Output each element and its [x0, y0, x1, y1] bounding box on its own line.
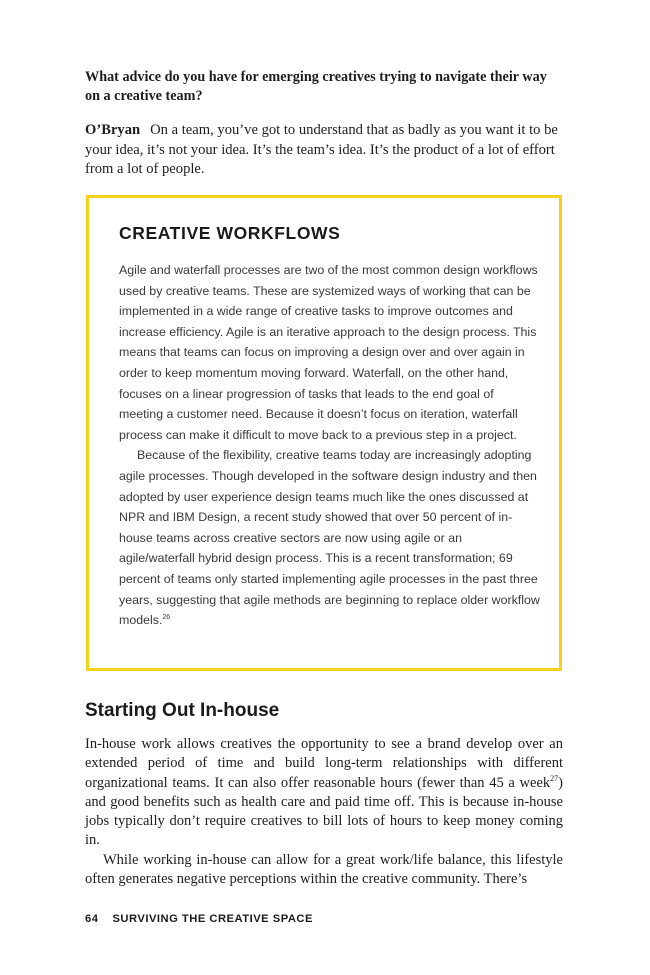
- body-paragraph: [85, 735, 563, 851]
- sidebar-paragraph: Agile and waterfall processes are two of the most common design workflows used by creative teams. These are systemized ways of working that can be implemented in a wide range of creative tasks to improve outcomes and increase efficiency. Agile is an iterative approach to the design process. This means that teams can focus on improving a design over and over again in order to keep momentum moving forward. Waterfall, on the other hand, focuses on a linear progression of tasks that leads to the end goal of meeting a customer need. Because it doesn’t focus on iteration, waterfall process can make it difficult to move back to a previous step in a project.: [119, 263, 538, 442]
- footnote-marker: 27: [550, 773, 559, 783]
- interview-question: What advice do you have for emerging creatives trying to navigate their way on a creative team?: [85, 69, 547, 104]
- page-footer: [85, 913, 313, 925]
- body-text-segment: ) and good benefits such as health care and paid time off. This is because in-house jobs typically don’t require creatives to bill lots of hours to keep money coming in.: [85, 774, 563, 849]
- speaker-name: O’Bryan: [85, 122, 141, 138]
- page-number: 64: [85, 913, 99, 925]
- running-title: SURVIVING THE CREATIVE SPACE: [112, 913, 313, 925]
- sidebar-title: CREATIVE WORKFLOWS: [119, 223, 341, 243]
- sidebar-paragraph: [119, 445, 541, 630]
- body-text-segment: In-house work allows creatives the opportunity to see a brand develop over an extended period of time and build long-term relationships with different organizational teams. It can also offer reasonable hours (fewer than 45 a week: [85, 736, 563, 791]
- interview-answer: [85, 121, 565, 180]
- body-paragraph: While working in-house can allow for a great work/life balance, this lifestyle often generates negative perceptions within the creative community. There’s: [85, 851, 563, 888]
- section-body: [85, 735, 563, 889]
- section-heading: Starting Out In-house: [85, 700, 280, 721]
- sidebar-box: [86, 195, 562, 671]
- sidebar-body: [119, 260, 541, 631]
- answer-text: On a team, you’ve got to understand that as badly as you want it to be your idea, it’s not your idea. It’s the team’s idea. It’s the product of a lot of effort from a lot of people.: [85, 122, 558, 177]
- sidebar-paragraph-text: Because of the flexibility, creative teams today are increasingly adopting agile processes. Though developed in the software design industry and then adopted by user experience design teams much like the ones discussed at NPR and IBM Design, a recent study showed that over 50 percent of in-house teams across creative sectors are now using agile or an agile/waterfall hybrid design process. This is a recent transformation; 69 percent of teams only started implementing agile processes in the past three years, suggesting that agile methods are beginning to replace older workflow models.: [119, 448, 540, 628]
- footnote-marker: 26: [162, 614, 171, 622]
